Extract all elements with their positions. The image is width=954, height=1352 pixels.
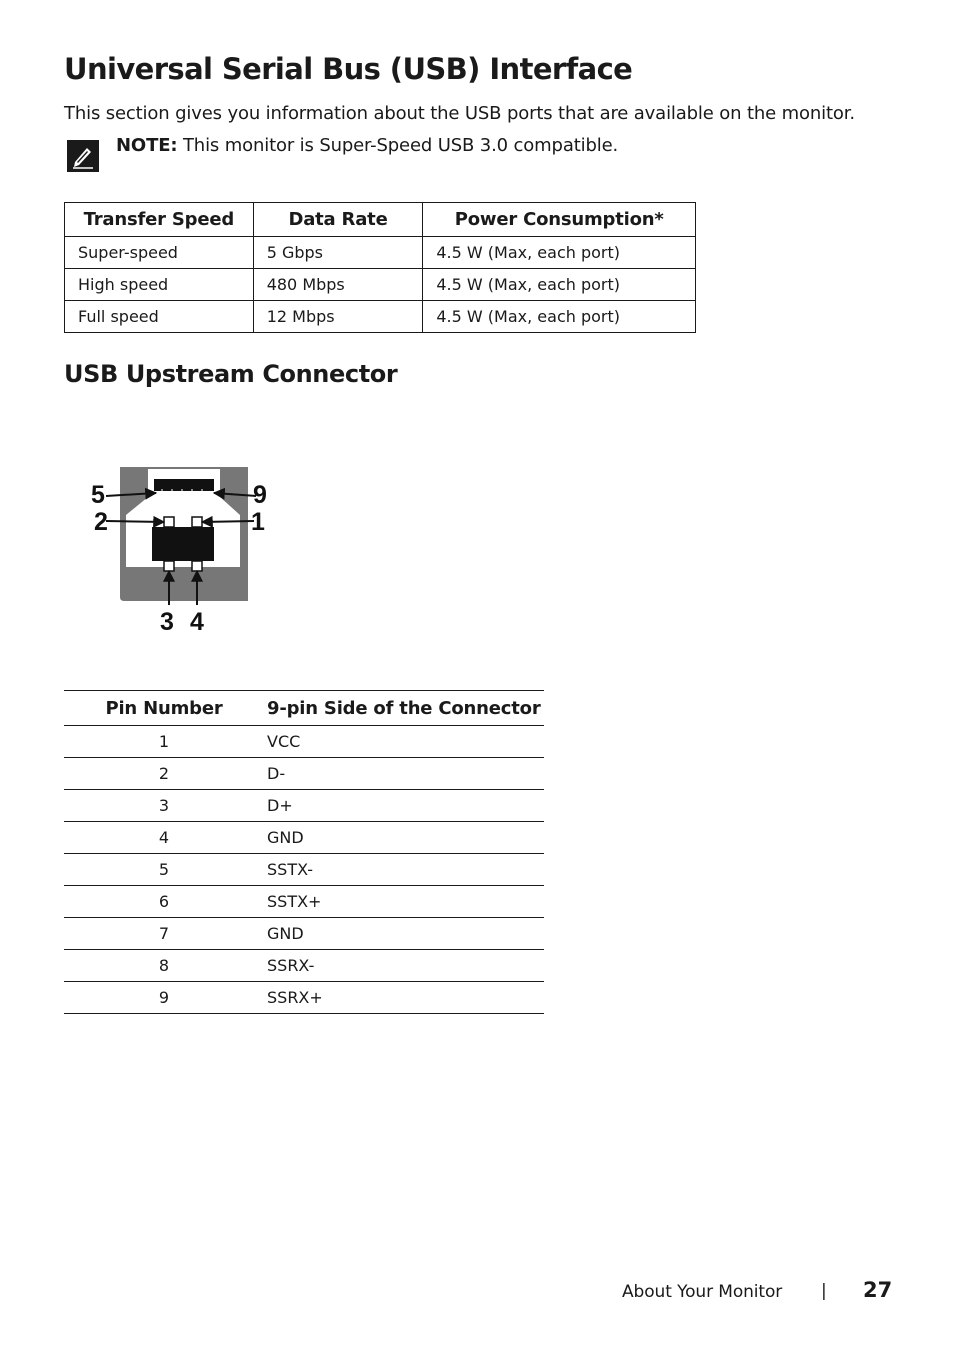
table-row (64, 950, 544, 982)
pin-signal: GND (264, 822, 544, 854)
pin-number: 4 (64, 822, 264, 854)
usb2-contacts (152, 527, 214, 561)
connector-section-title: USB Upstream Connector (64, 360, 398, 388)
cell-power: 4.5 W (Max, each port) (423, 269, 696, 301)
pin-assignment-table (64, 690, 544, 1014)
pencil-note-icon (67, 140, 99, 172)
cell-power: 4.5 W (Max, each port) (423, 237, 696, 269)
pin-signal: SSRX- (264, 950, 544, 982)
table-row (64, 886, 544, 918)
pin-number: 9 (64, 982, 264, 1014)
table-header-row (65, 203, 696, 237)
cell-data-rate: 480 Mbps (253, 269, 423, 301)
page-number: 27 (863, 1278, 893, 1302)
pin-signal: GND (264, 918, 544, 950)
table-row (64, 918, 544, 950)
superspeed-contacts (154, 479, 214, 491)
pin-label-4: 4 (190, 608, 204, 636)
header-transfer-speed: Transfer Speed (65, 203, 254, 237)
cell-transfer-speed: High speed (65, 269, 254, 301)
pin-number: 8 (64, 950, 264, 982)
pin-signal: D+ (264, 790, 544, 822)
table-row (64, 726, 544, 758)
pin-signal: D- (264, 758, 544, 790)
note-label: NOTE: (116, 135, 178, 156)
usb-connector-diagram (84, 455, 284, 640)
transfer-speed-table (64, 202, 696, 333)
intro-paragraph: This section gives you information about the USB ports that are available on the monitor. (64, 103, 855, 124)
pin-label-2: 2 (94, 508, 108, 536)
table-row (65, 237, 696, 269)
cell-data-rate: 12 Mbps (253, 301, 423, 333)
pin-number: 1 (64, 726, 264, 758)
header-pin-number: Pin Number (64, 691, 264, 726)
pin-label-5: 5 (91, 481, 105, 509)
pin-number: 3 (64, 790, 264, 822)
pin-number: 7 (64, 918, 264, 950)
pin-number: 5 (64, 854, 264, 886)
pin-number: 6 (64, 886, 264, 918)
table-row (64, 854, 544, 886)
pin-label-3: 3 (160, 608, 174, 636)
note-line (116, 135, 618, 156)
table-row (65, 269, 696, 301)
header-power-consumption: Power Consumption* (423, 203, 696, 237)
cell-transfer-speed: Super-speed (65, 237, 254, 269)
footer-separator: | (821, 1281, 827, 1301)
pin-signal: SSTX- (264, 854, 544, 886)
table-row (64, 822, 544, 854)
pin-signal: SSRX+ (264, 982, 544, 1014)
table-row (64, 790, 544, 822)
pin-label-9: 9 (253, 481, 267, 509)
cell-power: 4.5 W (Max, each port) (423, 301, 696, 333)
table-header-row (64, 691, 544, 726)
header-data-rate: Data Rate (253, 203, 423, 237)
table-row (65, 301, 696, 333)
cell-data-rate: 5 Gbps (253, 237, 423, 269)
pin-signal: VCC (264, 726, 544, 758)
note-text: This monitor is Super-Speed USB 3.0 compatible. (177, 135, 619, 156)
pin-label-1: 1 (251, 508, 265, 536)
cell-transfer-speed: Full speed (65, 301, 254, 333)
pin-number: 2 (64, 758, 264, 790)
page-title: Universal Serial Bus (USB) Interface (64, 52, 633, 86)
table-row (64, 758, 544, 790)
pin-signal: SSTX+ (264, 886, 544, 918)
header-signal: 9-pin Side of the Connector (264, 691, 544, 726)
table-row (64, 982, 544, 1014)
footer-section-label: About Your Monitor (622, 1282, 783, 1302)
